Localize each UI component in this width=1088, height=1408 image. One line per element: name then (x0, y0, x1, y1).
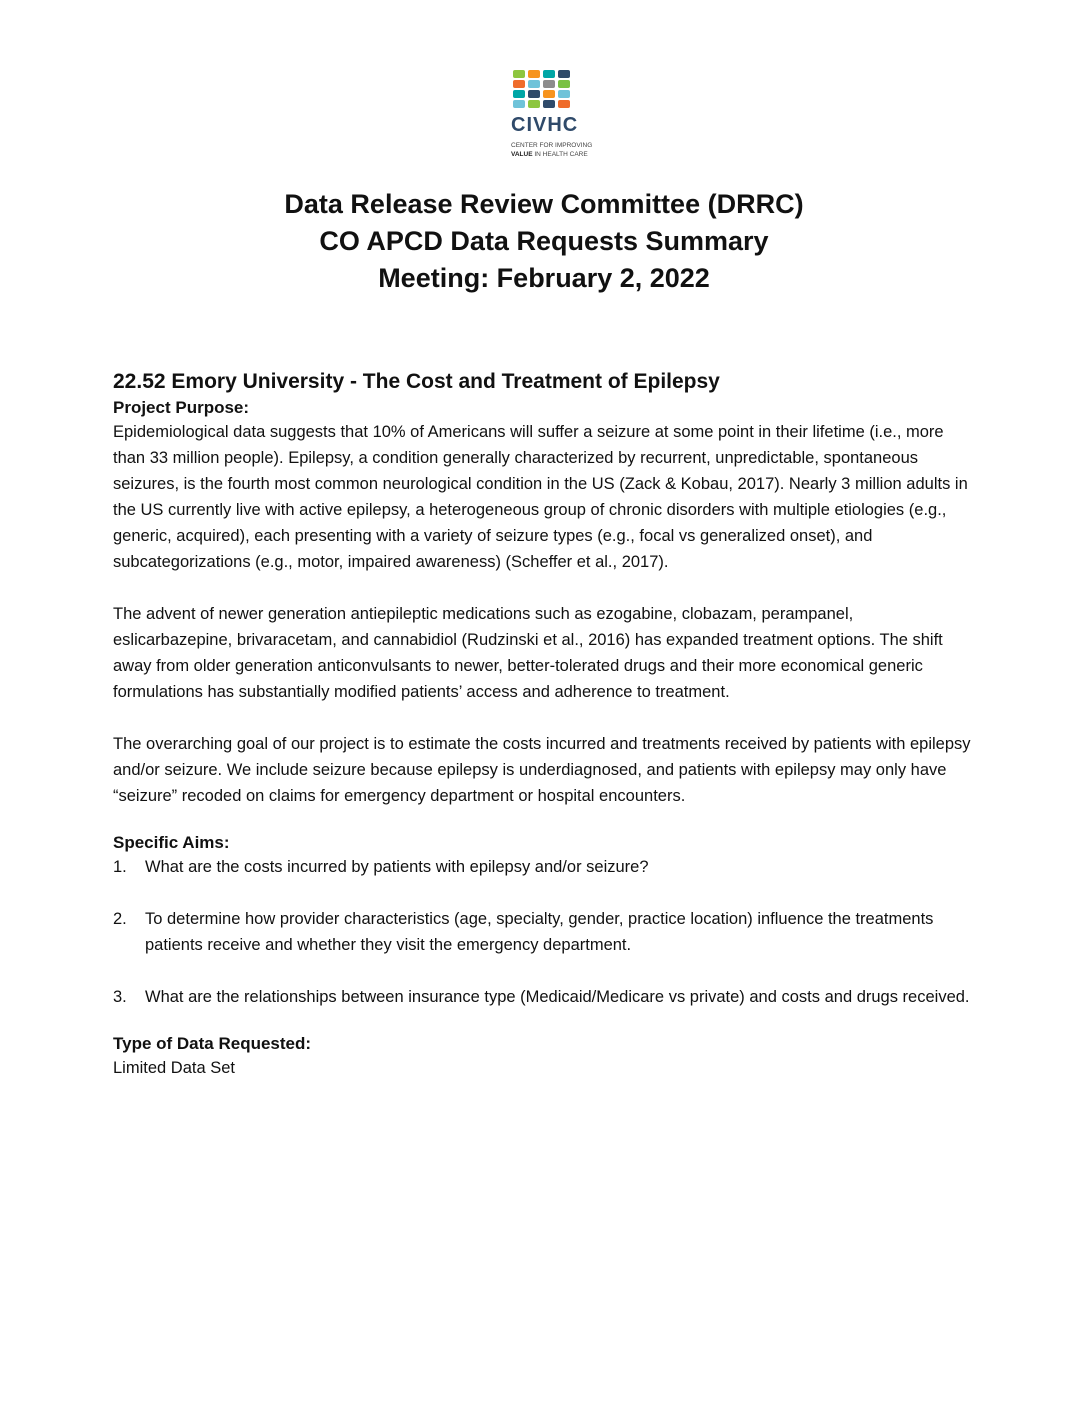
data-requested-value: Limited Data Set (113, 1059, 235, 1077)
aim-item: 1. What are the costs incurred by patients with epilepsy and/or seizure? (113, 858, 649, 876)
logo-tagline: CENTER FOR IMPROVING VALUE IN HEALTH CARE (511, 142, 593, 158)
civhc-logo (505, 66, 595, 156)
logo-wordmark: CIVHC (511, 114, 579, 136)
title-line-summary: CO APCD Data Requests Summary (319, 226, 769, 256)
aim-item: 3. What are the relationships between insurance type (Medicaid/Medicare vs private) and costs and drugs received. (113, 988, 970, 1006)
data-requested-heading: Type of Data Requested: (113, 1034, 312, 1053)
specific-aims-heading: Specific Aims: (113, 833, 230, 852)
logo-mosaic-icon (513, 70, 573, 110)
document-title-block (0, 186, 1088, 297)
title-line-meeting-date: Meeting: February 2, 2022 (378, 263, 710, 293)
purpose-paragraph-3: The overarching goal of our project is to estimate the costs incurred and treatments received by patients with epilepsy and/or seizure. We include seizure because epilepsy is underdiagnosed, and patients with epilepsy may only have “seizure” recoded on claims for emergency department or hospital encounters. (113, 735, 971, 805)
project-title: 22.52 Emory University - The Cost and Treatment of Epilepsy (113, 370, 720, 393)
aim-item: 2. To determine how provider characteristics (age, specialty, gender, practice location) influence the treatments patients receive and whether they visit the emergency department. (113, 910, 934, 954)
purpose-paragraph-1: Epidemiological data suggests that 10% of Americans will suffer a seizure at some point in their lifetime (i.e., more than 33 million people). Epilepsy, a condition generally characterized by recurrent, unpredictable, spontaneous seizures, is the fourth most common neurological condition in the US (Zack & Kobau, 2017). Nearly 3 million adults in the US currently live with active epilepsy, a heterogeneous group of chronic disorders with multiple etiologies (e.g., generic, acquired), each presenting with a variety of seizure types (e.g., focal vs generalized onset), and subcategorizations (e.g., motor, impaired awareness) (Scheffer et al., 2017). (113, 423, 968, 571)
project-purpose-heading: Project Purpose: (113, 398, 250, 417)
project-section (113, 368, 973, 1081)
purpose-paragraph-2: The advent of newer generation antiepileptic medications such as ezogabine, clobazam, perampanel, eslicarbazepine, brivaracetam, and cannabidiol (Rudzinski et al., 2016) has expanded treatment options. The shift away from older generation anticonvulsants to newer, better-tolerated drugs and their more economical generic formulations has substantially modified patients’ access and adherence to treatment. (113, 605, 943, 701)
title-line-committee: Data Release Review Committee (DRRC) (284, 189, 804, 219)
specific-aims-list (113, 854, 973, 1010)
